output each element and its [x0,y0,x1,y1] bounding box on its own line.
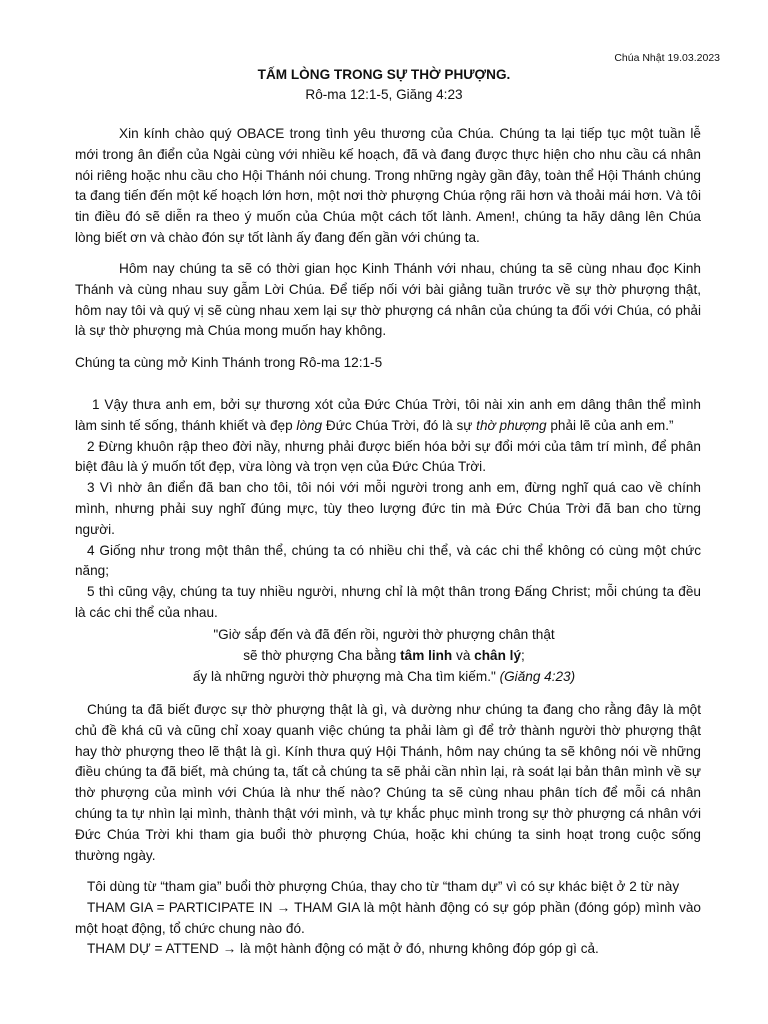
closing-line-3: THAM DỰ = ATTEND → là một hành động có mặt ở đó, nhưng không đóp góp gì cả. [87,941,599,957]
paragraph-bible-study: Hôm nay chúng ta sẽ có thời gian học Kinh Thánh với nhau, chúng ta sẽ cùng nhau đọc Kinh Thánh và cùng nhau suy gẫm Lời Chúa. Để tiếp nối với bài giảng tuần trước về sự thờ phượng thật, hôm nay tôi và quý vị sẽ cùng nhau xem lại sự thờ phượng cá nhân của chúng ta đối với Chúa, có phải là sự thờ phượng mà Chúa mong muốn hay không. [75,261,701,339]
key-verse-quote [0,625,768,687]
paragraph-open-bible: Chúng ta cùng mở Kinh Thánh trong Rô-ma 12:1-5 [75,355,383,370]
verse-3: 3 Vì nhờ ân điển đã ban cho tôi, tôi nói với mỗi người trong anh em, đừng nghĩ quá cao về chính mình, nhưng phải suy nghĩ đúng mực, tùy theo lượng đức tin mà Đức Chúa Trời đã ban cho từng người. [75,480,701,537]
quote-line-3 [0,667,768,688]
quote-line-2-text-a: sẽ thờ phượng Cha bằng [243,647,401,663]
quote-line-2-text-c: và [452,647,475,663]
verse-1-text-a: 1 Vậy thưa anh em, bởi sự thương xót của Đức Chúa Trời, tôi nài xin anh em dâng thân thể mình làm sinh tế sống, thánh khiết và đẹp [75,397,701,433]
paragraph-true-worship: Chúng ta đã biết được sự thờ phượng thật là gì, và dường như chúng ta đang cho rằng đây là một chủ đề khá cũ và cũng chỉ xoay quanh việc chúng ta phải làm gì để trở thành người thờ phượng thật hay thờ phượng theo lẽ thật là gì. Kính thưa quý Hội Thánh, hôm nay chúng ta sẽ không nói về những điều chúng ta đã biết, mà chúng ta, tất cả chúng ta sẽ phải cần nhìn lại, rà soát lại bản thân mình về sự thờ phượng của mình với Chúa là như thế nào? Chúng ta sẽ cùng nhau phân tích để mỗi cá nhân chúng ta tự nhìn lại mình, thành thật với mình, và tự khắc phục mình trong sự thờ phượng cá nhân với Đức Chúa Trời khi tham gia buổi thờ phượng Chúa, hoặc khi chúng ta sinh hoạt trong cuộc sống thường ngày. [75,702,701,863]
quote-line-1: "Giờ sắp đến và đã đến rồi, người thờ phượng chân thật [213,627,555,642]
verse-1-italic-b: thờ phượng [476,417,547,433]
quote-line-2-text-d: ; [521,647,525,663]
quote-emphasis-spirit: tâm linh [400,647,453,663]
quote-emphasis-truth: chân lý [474,647,522,663]
verse-4: 4 Giống như trong một thân thể, chúng ta có nhiều chi thể, và các chi thể không có cùng một chức năng; [75,542,701,579]
quote-line-3-text: ấy là những người thờ phượng mà Cha tìm kiếm." [192,668,496,684]
verse-1-text-c: phải lẽ của anh em.” [546,417,674,433]
paragraph-greeting: Xin kính chào quý OBACE trong tình yêu thương của Chúa. Chúng ta lại tiếp tục một tuần lễ mới trong ân điển của Ngài cùng với nhiều kế hoạch, đã và đang được thực hiện cho nhu cầu cá nhân nói riêng hoặc nhu cầu cho Hội Thánh nói chung. Trong những ngày gần đây, toàn thể Hội Thánh chúng ta đang tiến đến một kế hoạch lớn hơn, một nơi thờ phượng Chúa rộng rãi hơn và thoải mái hơn. Và tôi tin điều đó sẽ diễn ra theo ý muốn của Chúa một cách tốt lành. Amen!, chúng ta hãy dâng lên Chúa lòng biết ơn và chào đón sự tốt lành ấy đang đến gần với chúng ta. [75,126,701,245]
verse-2: 2 Đừng khuôn rập theo đời nầy, nhưng phải được biến hóa bởi sự đổi mới của tâm trí mình, để phân biệt đâu là ý muốn tốt đẹp, vừa lòng và trọn vẹn của Đức Chúa Trời. [75,438,701,475]
fourth-paragraph [75,700,701,866]
document-title: TẤM LÒNG TRONG SỰ THỜ PHƯỢNG. [257,67,511,82]
quote-line-2 [0,646,768,667]
scripture-reference: Rô-ma 12:1-5, Giăng 4:23 [305,87,463,102]
closing-line-1: Tôi dùng từ “tham gia” buổi thờ phượng Chúa, thay cho từ “tham dự” vì có sự khác biệt ở 2 từ này [87,879,680,894]
verse-list [75,395,701,624]
intro-paragraph [75,124,701,249]
verse-1-italic-a: lòng [296,417,323,433]
verse-5: 5 thì cũng vậy, chúng ta tuy nhiều người, nhưng chỉ là một thân trong Đấng Christ; mỗi chúng ta đều là các chi thể của nhau. [75,584,701,620]
closing-line-2: THAM GIA = PARTICIPATE IN → THAM GIA là một hành động có sự góp phần (đóng góp) mình vào một hoạt động, tổ chức chung nào đó. [75,899,701,936]
second-paragraph [75,259,701,342]
scripture-intro [75,353,701,374]
verse-1 [75,395,701,437]
date-line: Chúa Nhật 19.03.2023 [614,52,720,64]
quote-reference: (Giăng 4:23) [495,668,576,684]
closing-section [75,877,701,960]
verse-1-text-b: Đức Chúa Trời, đó là sự [322,417,477,433]
